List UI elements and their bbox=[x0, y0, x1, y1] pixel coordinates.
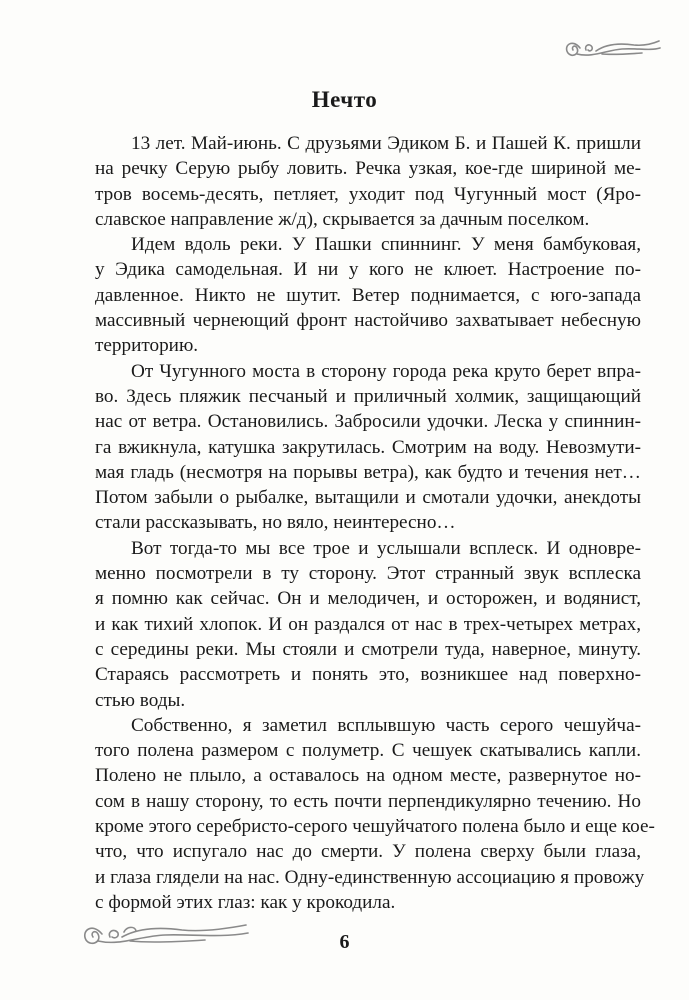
text-line: менно посмотрели в ту сторону. Этот странный звук всплеска bbox=[95, 563, 641, 585]
text-line: Идем вдоль реки. У Пашки спиннинг. У меня бамбуковая, bbox=[131, 234, 641, 256]
flourish-ornament-icon bbox=[562, 32, 662, 62]
text-line: и как тихий хлопок. И он раздался от нас в трех-четырех метрах, bbox=[95, 613, 641, 635]
text-line: на речку Серую рыбу ловить. Речка узкая, кое-где шириной ме- bbox=[95, 158, 641, 180]
text-line: Собственно, я заметил всплывшую часть серого чешуйча- bbox=[131, 714, 641, 736]
text-line: что, что испугало нас до смерти. У полена сверху были глаза, bbox=[95, 841, 641, 863]
chapter-body bbox=[95, 131, 655, 915]
page-number: 6 bbox=[339, 931, 350, 953]
text-line: с середины реки. Мы стояли и смотрели туда, наверное, минуту. bbox=[95, 638, 641, 660]
text-line: Потом забыли о рыбалке, вытащили и смотали удочки, анекдоты bbox=[95, 487, 641, 509]
text-line: Вот тогда-то мы все трое и услышали всплеск. И одновре- bbox=[131, 537, 641, 559]
text-line: у Эдика самодельная. И ни у кого не клюет. Настроение по- bbox=[95, 259, 641, 281]
text-line: давленное. Никто не шутит. Ветер поднимается, с юго-запада bbox=[95, 284, 641, 306]
text-line: сом в нашу сторону, то есть почти перпендикулярно течению. Но bbox=[95, 790, 641, 812]
text-line: Полено не плыло, а оставалось на одном месте, развернутое но- bbox=[95, 765, 641, 787]
text-line: и глаза глядели на нас. Одну-единственную ассоциацию я провожу bbox=[95, 866, 645, 888]
text-line: славское направление ж/д), скрывается за дачным поселком. bbox=[95, 208, 590, 230]
text-line: во. Здесь пляжик песчаный и приличный холмик, защищающий bbox=[95, 385, 641, 407]
text-line: нас от ветра. Остановились. Забросили удочки. Леска у спиннин- bbox=[95, 411, 641, 433]
text-line: территорию. bbox=[95, 335, 199, 357]
text-line: 13 лет. Май-июнь. С друзьями Эдиком Б. и Пашей К. пришли bbox=[131, 133, 641, 154]
text-line: стью воды. bbox=[95, 689, 186, 711]
text-line: От Чугунного моста в сторону города река круто берет впра- bbox=[131, 360, 641, 382]
text-line: Стараясь рассмотреть и понять это, возникшее над поверхно- bbox=[95, 664, 641, 686]
text-line: я помню как сейчас. Он и мелодичен, и осторожен, и водянист, bbox=[95, 588, 641, 610]
text-line: кроме этого серебристо-серого чешуйчатого полена было и еще кое- bbox=[95, 816, 655, 838]
text-line: с формой этих глаз: как у крокодила. bbox=[95, 891, 396, 913]
text-line: мая гладь (несмотря на порывы ветра), как будто и течения нет… bbox=[95, 461, 641, 483]
text-line: массивный чернеющий фронт настойчиво захватывает небесную bbox=[95, 310, 641, 332]
text-line: га вжикнула, катушка закрутилась. Смотрим на воду. Невозмути- bbox=[95, 436, 641, 458]
text-line: стали рассказывать, но вяло, неинтересно… bbox=[95, 512, 456, 534]
text-line: тров восемь-десять, петляет, уходит под Чугунный мост (Яро- bbox=[95, 183, 641, 205]
chapter-title: Нечто bbox=[311, 87, 378, 112]
text-line: того полена размером с полуметр. С чешуек скатывались капли. bbox=[95, 740, 641, 762]
